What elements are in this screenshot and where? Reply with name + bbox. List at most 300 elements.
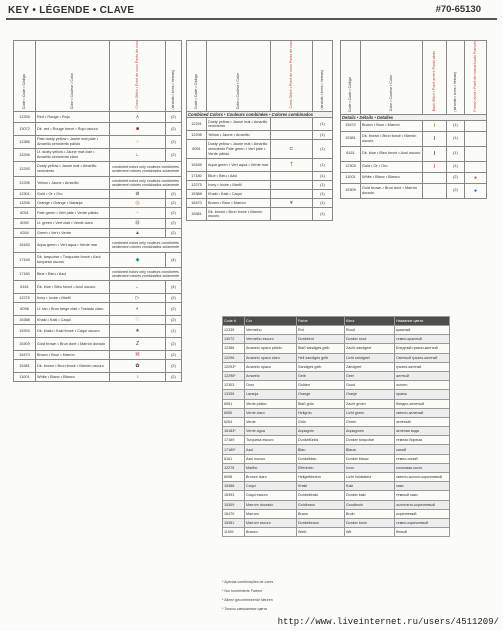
color-code: 6161: [341, 146, 361, 161]
ml-russian: красный: [395, 326, 450, 335]
table-row: [223, 427, 450, 436]
color-name: Green • Vert • Verde: [36, 229, 110, 238]
stitch-symbol: ○: [110, 136, 166, 149]
strand-count: (2): [166, 123, 182, 136]
ml-german: Dunkelrot: [297, 335, 345, 344]
french-knot-symbol: ●: [465, 172, 487, 183]
table-row: [223, 353, 450, 362]
table-row: [223, 417, 450, 426]
color-name: Aqua green • Vert aqua • Verde mar: [36, 238, 110, 253]
stitch-symbol: ★: [110, 325, 166, 338]
ml-dutch: Geel: [345, 371, 395, 380]
ml-portuguese: Amarelo: [245, 371, 297, 380]
strand-count: (2): [166, 294, 182, 303]
ml-code: 6161: [223, 454, 245, 463]
ml-code: 15470: [223, 509, 245, 518]
combined-note: combined colors only couleurs combinées seulement colores combinados solamente: [110, 162, 182, 177]
ml-dutch: Donker kaki: [345, 491, 395, 500]
table-row: [341, 146, 487, 161]
color-code: 15388: [14, 316, 36, 325]
ml-portuguese: Verde água: [245, 427, 297, 436]
color-code: 15470: [341, 120, 361, 131]
table-row: [341, 172, 487, 183]
table-row: [223, 473, 450, 482]
color-name: Pale green • Vert pâle • Verde pálido: [36, 208, 110, 219]
table-row: [223, 371, 450, 380]
column-header-code: Code • Code • Código: [187, 41, 207, 112]
ml-dutch: Rood: [345, 326, 395, 335]
color-code: 15393: [14, 325, 36, 338]
table-row: [223, 454, 450, 463]
ml-dutch: Donker rood: [345, 335, 395, 344]
stitch-symbol: ◎: [110, 199, 166, 208]
footnote: * Alleen gecombineerde kleuren: [222, 598, 273, 602]
color-name: Ivory • Ivoire • Marfil: [36, 294, 110, 303]
ml-russian: Светлый грязно-желтый: [395, 353, 450, 362]
color-name: Yellow • Jaune • Amarillo: [36, 177, 110, 190]
color-code: 12386: [14, 136, 36, 149]
table-row: [14, 316, 182, 325]
ml-code: 17180*: [223, 445, 245, 454]
color-code: 6264: [14, 229, 36, 238]
color-code: 12298: [187, 131, 207, 140]
ml-header-cor: Cor: [245, 317, 297, 326]
combined-note: combined colors only couleurs combinées seulement colores combinados solamente: [110, 268, 182, 281]
stitch-symbol: ◐: [110, 303, 166, 316]
ml-dutch: Ivoor: [345, 463, 395, 472]
strand-count: (2): [166, 360, 182, 373]
ml-code: 17169: [223, 436, 245, 445]
table-row: [187, 172, 333, 181]
ml-dutch: Aquagroen: [345, 427, 395, 436]
table-row: [14, 112, 182, 123]
color-code: 6050: [14, 219, 36, 229]
color-code: 12335: [14, 112, 36, 123]
ml-russian: темно-красный: [395, 335, 450, 344]
table-row: [223, 463, 450, 472]
ml-russian: темная бирюза: [395, 436, 450, 445]
ml-portuguese: Vermelho: [245, 326, 297, 335]
strand-count: (1): [313, 172, 333, 181]
ml-dutch: Goud: [345, 381, 395, 390]
strand-count: (2): [166, 219, 182, 229]
ml-russian: темно-синий: [395, 454, 450, 463]
ml-code: 6264: [223, 417, 245, 426]
table-row: [223, 518, 450, 527]
ml-portuguese: Ouro: [245, 381, 297, 390]
back-stitch-symbol: /: [423, 146, 447, 161]
ml-german: Dunkelblau: [297, 454, 345, 463]
french-knot-symbol: ●: [465, 183, 487, 198]
key-title: KEY • LÉGENDE • CLAVE: [8, 5, 135, 16]
ml-code: 11001: [223, 528, 245, 537]
column-header-color: Color • Couleur • Color: [361, 41, 423, 115]
ml-code: 6098: [223, 473, 245, 482]
ml-russian: темно-коричневый: [395, 518, 450, 527]
key-table-combined: [186, 40, 333, 221]
table-row: [187, 208, 333, 221]
color-code: 12293: [14, 162, 36, 177]
color-name: Dusty yellow • Jaune mat • Amarillo ceniciento Pale green • Vert pâle • Verde pálido: [207, 140, 271, 159]
back-stitch-symbol: /: [423, 120, 447, 131]
ml-code: 12303: [223, 381, 245, 390]
table-row: [187, 140, 333, 159]
color-name: Dk. blue • Bleu foncé • Azul oscuro: [361, 146, 423, 161]
strand-count: (4): [166, 281, 182, 294]
ml-header-farbe: Farbe: [297, 317, 345, 326]
strand-count: (4): [166, 253, 182, 268]
color-code: 6161: [14, 281, 36, 294]
color-name: Dk. brown • Brun foncé • Marrón oscuro: [361, 131, 423, 146]
ml-code: 6050: [223, 408, 245, 417]
back-stitch-symbol: /: [423, 131, 447, 146]
ml-code: 12386: [223, 344, 245, 353]
table-row: [14, 136, 182, 149]
table-row: [14, 190, 182, 199]
color-name: Blue • Bleu • Azul: [36, 268, 110, 281]
ml-german: Orange: [297, 390, 345, 399]
ml-german: Grün: [297, 417, 345, 426]
ml-german: Braun: [297, 509, 345, 518]
strand-count: (1): [447, 161, 465, 172]
table-row: [14, 123, 182, 136]
ml-dutch: Oranje: [345, 390, 395, 399]
ml-russian: хаки: [395, 482, 450, 491]
ml-code: 12293*: [223, 362, 245, 371]
color-code: 15381: [14, 360, 36, 373]
ml-dutch: Licht groen: [345, 408, 395, 417]
strand-count: (2): [166, 112, 182, 123]
stitch-symbol: ▲: [110, 229, 166, 238]
color-code: 15470: [14, 351, 36, 360]
table-row: [14, 373, 182, 382]
table-row: [341, 131, 487, 146]
ml-code: 15393: [223, 491, 245, 500]
stitch-symbol: ♡: [110, 316, 166, 325]
color-code: 12275: [14, 294, 36, 303]
ml-portuguese: Vermelho escuro: [245, 335, 297, 344]
stitch-symbol: [271, 208, 313, 221]
color-name: Brown • Brun • Marrón: [207, 199, 271, 208]
table-row: [14, 338, 182, 351]
ml-german: Khaki: [297, 482, 345, 491]
table-row: [187, 118, 333, 131]
strand-count: (1): [447, 146, 465, 161]
french-knot-symbol: [465, 161, 487, 172]
ml-russian: оранж: [395, 390, 450, 399]
color-code: 15470: [187, 199, 207, 208]
ml-dutch: Kaki: [345, 482, 395, 491]
stitch-symbol: T: [271, 159, 313, 172]
ml-russian: золото: [395, 381, 450, 390]
ml-german: Goldbraun: [297, 500, 345, 509]
table-row: [341, 161, 487, 172]
ml-code: 16183*: [223, 427, 245, 436]
color-name: Pale dusty yellow • Jaune mat pâle • Amarillo ceniciento pálido: [36, 136, 110, 149]
table-row: [223, 335, 450, 344]
color-name: Dusty yellow • Jaune mat • Amarillo ceniciento: [207, 118, 271, 131]
ml-russian: коричневый: [395, 509, 450, 518]
column-header-cross-stitch: Cross Stitch • Point de croix Punto de cruz: [271, 41, 313, 112]
stitch-symbol: ∧: [110, 112, 166, 123]
color-name: Dk. red • Rouge foncé • Rojo oscuro: [36, 123, 110, 136]
multilanguage-color-table: [222, 316, 450, 537]
table-row: [14, 281, 182, 294]
strand-count: (2): [166, 208, 182, 219]
ml-german: Hellgelbbraun: [297, 473, 345, 482]
color-name: White • Blanc • Blanco: [361, 172, 423, 183]
column-header-color: Color • Couleur • Color: [207, 41, 271, 112]
color-name: Blue • Bleu • Azul: [207, 172, 271, 181]
ml-code: 12296: [223, 353, 245, 362]
ml-portuguese: Turquesa escuro: [245, 436, 297, 445]
ml-russian: грязно-желтый: [395, 362, 450, 371]
strand-count: (1): [166, 325, 182, 338]
ml-russian: желтый: [395, 371, 450, 380]
ml-dutch: Licht huidskleur: [345, 473, 395, 482]
table-row: [14, 208, 182, 219]
table-row: [223, 482, 450, 491]
table-row: [223, 509, 450, 518]
pattern-number: #70-65130: [435, 4, 481, 15]
strand-count: (1): [313, 131, 333, 140]
ml-header-russian: Название цвета: [395, 317, 450, 326]
color-name: White • Blanc • Blanco: [36, 373, 110, 382]
color-code: 13072: [14, 123, 36, 136]
ml-dutch: Licht zandgeel: [345, 353, 395, 362]
table-row: [187, 199, 333, 208]
color-code: 12298: [14, 177, 36, 190]
color-name: Dk. turquoise • Turquoise foncé • Azul turquesa oscuro: [36, 253, 110, 268]
ml-german: Blaß grün: [297, 399, 345, 408]
strand-count: (2): [166, 316, 182, 325]
ml-portuguese: Branco: [245, 528, 297, 537]
color-code: 12296: [14, 149, 36, 162]
strand-count: (2): [166, 303, 182, 316]
color-code: 12275: [187, 181, 207, 190]
color-name: Gold brown • Brun doré • Marrón dorado: [36, 338, 110, 351]
color-code: 17180: [187, 172, 207, 181]
back-stitch-symbol: [423, 183, 447, 198]
ml-dutch: Goudbruin: [345, 500, 395, 509]
color-code: 11001: [341, 172, 361, 183]
color-name: Lt. tan • Brun beige clair • Tostado claro: [36, 303, 110, 316]
strand-count: (1): [313, 140, 333, 159]
color-code: 6051: [14, 208, 36, 219]
ml-portuguese: Verde: [245, 417, 297, 426]
stitch-symbol: Z: [110, 338, 166, 351]
stitch-symbol: ⊏: [271, 140, 313, 159]
ml-portuguese: Amarelo opaco: [245, 362, 297, 371]
stitch-symbol: ⌘: [110, 351, 166, 360]
ml-german: Rot: [297, 326, 345, 335]
ml-portuguese: Caqui: [245, 482, 297, 491]
color-name: Aqua green • Vert aqua • Verde mar: [207, 159, 271, 172]
color-name: Brown • Brun • Marrón: [361, 120, 423, 131]
column-header-french-knot: French Knot • Point de noeud Nudo Francés: [465, 41, 487, 115]
ml-dutch: Donker turquoise: [345, 436, 395, 445]
ml-header-code: Code #: [223, 317, 245, 326]
ml-russian: синий: [395, 445, 450, 454]
table-row: [223, 390, 450, 399]
ml-portuguese: Marfim: [245, 463, 297, 472]
color-name: Red • Rouge • Rojo: [36, 112, 110, 123]
ml-dutch: Zandgeel: [345, 362, 395, 371]
table-row: [187, 131, 333, 140]
strand-count: (1): [313, 181, 333, 190]
table-row: [14, 360, 182, 373]
ml-russian: зеленая вода: [395, 427, 450, 436]
color-code: 6098: [14, 303, 36, 316]
table-row: [187, 190, 333, 199]
stitch-symbol: [271, 172, 313, 181]
table-row: [341, 183, 487, 198]
ml-russian: Бледный грязно-желтый: [395, 344, 450, 353]
table-row: [14, 219, 182, 229]
back-stitch-symbol: [423, 172, 447, 183]
french-knot-symbol: [465, 131, 487, 146]
ml-portuguese: Amarelo opaco pálido: [245, 344, 297, 353]
color-name: Gold brown • Brun doré • Marrón dorado: [361, 183, 423, 198]
table-row: [223, 326, 450, 335]
color-code: 16183: [14, 238, 36, 253]
color-name: Khaki • Kaki • Caqui: [36, 316, 110, 325]
color-code: 17169: [14, 253, 36, 268]
ml-code: 12335: [223, 326, 245, 335]
table-row: [14, 294, 182, 303]
color-code: 15388: [187, 190, 207, 199]
color-name: Khaki • Kaki • Caqui: [207, 190, 271, 199]
ml-russian: зеленый: [395, 417, 450, 426]
color-name: Dusty yellow • Jaune mat • Amarillo ceniciento: [36, 162, 110, 177]
french-knot-symbol: [465, 120, 487, 131]
stitch-symbol: [271, 118, 313, 131]
column-header-code: Code • Code • Código: [14, 41, 36, 112]
ml-dutch: Zacht zandgeel: [345, 344, 395, 353]
table-row: [14, 162, 182, 177]
table-row: [14, 351, 182, 360]
ml-portuguese: Verde pálido: [245, 399, 297, 408]
stitch-symbol: ∟: [110, 149, 166, 162]
color-name: Gold • Or • Oro: [36, 190, 110, 199]
ml-russian: светло-зеленый: [395, 408, 450, 417]
color-code: 16185: [187, 159, 207, 172]
section-title-combined: Combined Colors • Couleurs combinées • Colores combinados: [187, 112, 333, 118]
color-code: 15381: [341, 131, 361, 146]
stitch-symbol: ▫: [110, 208, 166, 219]
table-row: [341, 120, 487, 131]
color-name: Dk. blue • Bleu foncé • Azul oscuro: [36, 281, 110, 294]
table-row: [223, 528, 450, 537]
ml-portuguese: Bronze claro: [245, 473, 297, 482]
stitch-symbol: [271, 190, 313, 199]
header-rule: [6, 18, 497, 20]
table-row: [187, 159, 333, 172]
color-name: Gold • Or • Oro: [361, 161, 423, 172]
ml-portuguese: Verde claro: [245, 408, 297, 417]
ml-header-kleur: Kleur: [345, 317, 395, 326]
ml-german: Golden: [297, 381, 345, 390]
column-header-code: Code • Code • Código: [341, 41, 361, 115]
color-name: Dk. brown • Brun foncé • Marrón oscuro: [207, 208, 271, 221]
table-row: [14, 303, 182, 316]
strand-count: (2): [447, 172, 465, 183]
watermark-url: http://www.liveinternet.ru/users/4511209/: [277, 617, 499, 627]
color-name: Brown • Brun • Marrón: [36, 351, 110, 360]
ml-german: Blaß sandiges gelb: [297, 344, 345, 353]
stitch-symbol: ■: [110, 123, 166, 136]
table-row: [14, 253, 182, 268]
ml-russian: белый: [395, 528, 450, 537]
color-code: 12303: [341, 161, 361, 172]
ml-dutch: Donker blauw: [345, 454, 395, 463]
ml-portuguese: Marrom: [245, 509, 297, 518]
ml-german: Blau: [297, 445, 345, 454]
column-header-strands: (strands • brins • hebras): [166, 41, 182, 112]
stitch-symbol: ✿: [110, 360, 166, 373]
ml-portuguese: Marrom escuro: [245, 518, 297, 527]
ml-german: Dunkeltürkis: [297, 436, 345, 445]
stitch-symbol: [271, 181, 313, 190]
ml-portuguese: Azul: [245, 445, 297, 454]
strand-count: (1): [447, 120, 465, 131]
combined-note: combined colors only couleurs combinées seulement colores combinados solamente: [110, 177, 182, 190]
table-row: [223, 491, 450, 500]
table-row: [223, 500, 450, 509]
section-title-details: Details • Détails • Detalles: [341, 114, 487, 120]
strand-count: (2): [166, 338, 182, 351]
table-row: [14, 177, 182, 190]
table-row: [223, 344, 450, 353]
color-code: 13336: [14, 199, 36, 208]
ml-portuguese: Azul escuro: [245, 454, 297, 463]
ml-german: Dunkelbraun: [297, 518, 345, 527]
color-name: Ivory • Ivoire • Marfil: [207, 181, 271, 190]
french-knot-symbol: [465, 146, 487, 161]
ml-russian: слоновая кость: [395, 463, 450, 472]
color-code: 11001: [14, 373, 36, 382]
table-row: [223, 381, 450, 390]
column-header-cross-stitch: Cross Stitch • Point de croix Punto de cruz: [110, 41, 166, 112]
table-row: [223, 362, 450, 371]
ml-russian: светло-золото-коричневый: [395, 473, 450, 482]
column-header-color: Color • Couleur • Color: [36, 41, 110, 112]
ml-german: Dunkelkhaki: [297, 491, 345, 500]
color-code: 15309: [14, 338, 36, 351]
strand-count: (2): [166, 190, 182, 199]
stitch-symbol: ▷: [110, 294, 166, 303]
ml-german: Aquagrün: [297, 427, 345, 436]
stitch-symbol: [271, 131, 313, 140]
ml-dutch: Donker bruin: [345, 518, 395, 527]
ml-german: Gelb: [297, 371, 345, 380]
stitch-symbol: ←: [110, 281, 166, 294]
column-header-strands: (strands • brins • hebras): [313, 41, 333, 112]
key-table-main: [13, 40, 182, 382]
strand-count: (2): [166, 351, 182, 360]
strand-count: (2): [447, 183, 465, 198]
ml-german: Elfenbein: [297, 463, 345, 472]
table-row: [14, 149, 182, 162]
strand-count: (1): [313, 190, 333, 199]
ml-code: 6051: [223, 399, 245, 408]
footnote: * Nur kombinierte Farben: [222, 589, 263, 593]
stitch-symbol: ♪: [110, 373, 166, 382]
table-row: [14, 325, 182, 338]
strand-count: (1): [447, 131, 465, 146]
color-code: 15309: [341, 183, 361, 198]
ml-russian: темный хаки: [395, 491, 450, 500]
